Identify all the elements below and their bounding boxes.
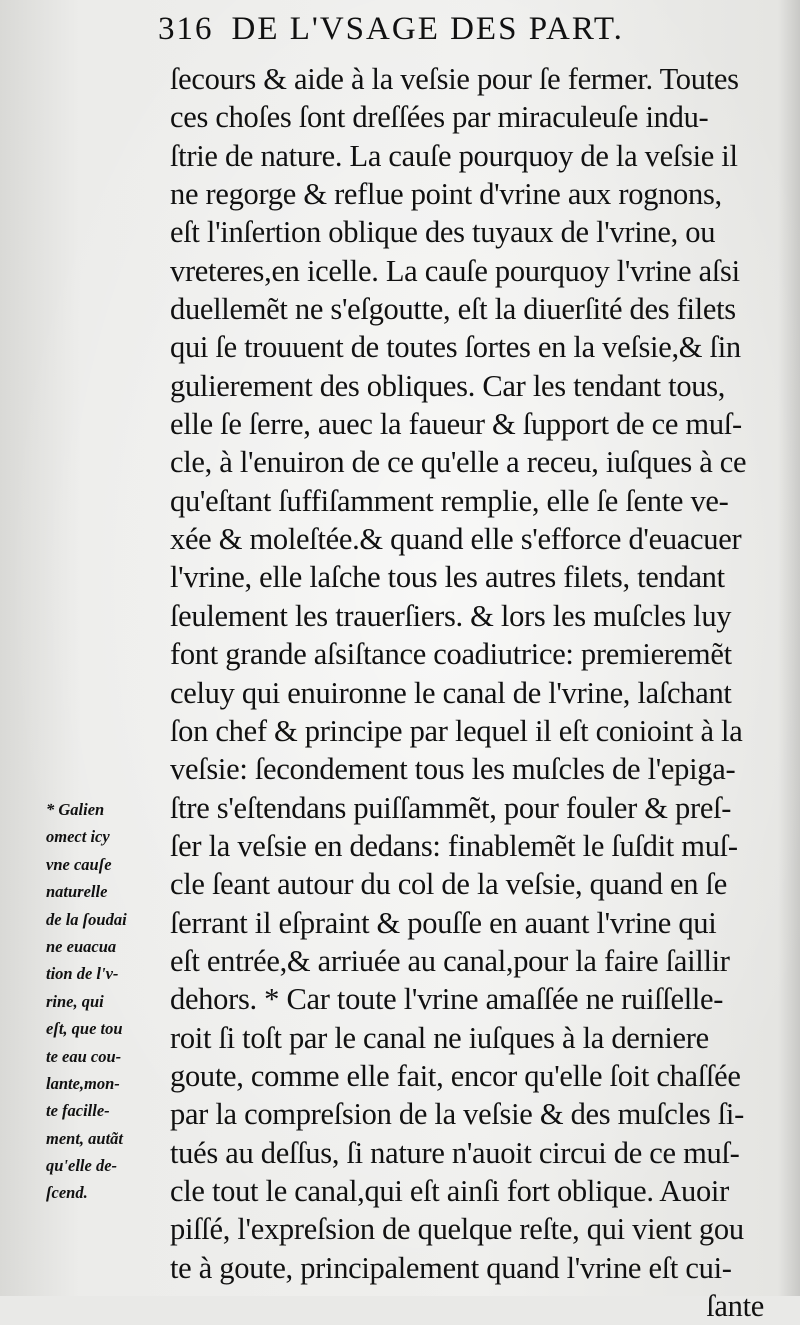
text-line: piſſé, l'expreſsion de quelque reſte, qui vient gou [170, 1212, 744, 1247]
text-line: dehors. * Car toute l'vrine amaſſée ne ruiſſelle- [170, 982, 724, 1017]
text-line: veſsie: ſecondement tous les muſcles de l'epiga- [170, 752, 736, 787]
marginal-note-line: ne euacua [46, 936, 117, 956]
text-line: duellemẽt ne s'eſgoutte, eſt la diuerſité des filets [170, 292, 736, 327]
text-line: ſecours & aide à la veſsie pour ſe fermer. Toutes [170, 62, 739, 96]
text-line: te à goute, principalement quand l'vrine eſt cui- [170, 1250, 732, 1285]
text-line: cle, à l'enuiron de ce qu'elle a receu, iuſques à ce [170, 445, 747, 480]
text-line: goute, comme elle fait, encor qu'elle ſoit chaſſée [170, 1058, 741, 1093]
text-line: ſer la veſsie en dedans: finablemẽt le ſuſdit muſ- [170, 828, 738, 863]
marginal-note-line: ſcend. [46, 1183, 88, 1203]
text-line: vreteres,en icelle. La cauſe pourquoy l'vrine aſsi [170, 253, 740, 288]
text-line: eſt entrée,& arriuée au canal,pour la faire ſaillir [170, 943, 730, 978]
text-line: gulierement des obliques. Car les tendant tous, [170, 368, 726, 403]
marginal-note-line: de la ſoudai [46, 909, 127, 929]
text-line: ſon chef & principe par lequel il eſt conioint à la [170, 713, 743, 748]
text-line: eſt l'inſertion oblique des tuyaux de l'vrine, ou [170, 215, 716, 250]
text-line: par la compreſsion de la veſsie & des muſcles ſi- [170, 1097, 744, 1132]
marginal-note [46, 796, 164, 1207]
text-line: qui ſe trouuent de toutes ſortes en la veſsie,& ſin [170, 330, 741, 365]
text-line: ſerrant il eſpraint & pouſſe en auant l'vrine qui [170, 905, 717, 940]
text-line: ſeulement les trauerſiers. & lors les muſcles luy [170, 598, 732, 633]
text-line: cle ſeant autour du col de la veſsie, quand en ſe [170, 867, 727, 902]
main-text-block [170, 60, 770, 1325]
text-line: l'vrine, elle laſche tous les autres filets, tendant [170, 560, 725, 595]
marginal-note-line: omect icy [46, 827, 110, 847]
text-line: cle tout le canal,qui eſt ainſi fort oblique. Auoir [170, 1173, 729, 1208]
marginal-note-line: eſt, que tou [46, 1019, 123, 1039]
marginal-note-line: * Galien [46, 800, 105, 819]
marginal-note-line: vne cauſe [46, 854, 112, 874]
text-line: tués au deſſus, ſi nature n'auoit circui de ce muſ- [170, 1135, 740, 1170]
text-line: xée & moleſtée.& quand elle s'efforce d'euacuer [170, 522, 742, 557]
text-line: elle ſe ſerre, auec la faueur & ſupport de ce muſ- [170, 407, 742, 442]
marginal-note-line: lante,mon- [46, 1073, 120, 1093]
marginal-note-line: naturelle [46, 882, 108, 902]
text-line: qu'eſtant ſuffiſamment remplie, elle ſe ſente ve- [170, 483, 729, 518]
marginal-note-line: qu'elle de- [46, 1156, 118, 1176]
text-line: roit ſi toſt par le canal ne iuſques à la derniere [170, 1020, 709, 1055]
catchword: ſante [706, 1289, 764, 1323]
marginal-note-line: ment, autãt [46, 1128, 124, 1148]
text-line: ſtre s'eſtendans puiſſammẽt, pour fouler & preſ- [170, 790, 732, 825]
marginal-note-line: tion de l'v- [46, 964, 119, 984]
marginal-note-line: te facille- [46, 1101, 110, 1121]
marginal-note-line: rine, qui [46, 991, 104, 1011]
text-line: font grande aſsiſtance coadiutrice: premieremẽt [170, 637, 732, 672]
running-header [158, 6, 788, 52]
page-number: 316 [158, 11, 214, 47]
text-line: celuy qui enuironne le canal de l'vrine, laſchant [170, 675, 732, 710]
marginal-note-line: te eau cou- [46, 1046, 122, 1066]
page-edge-shadow [778, 0, 800, 1296]
running-title: DE L'VSAGE DES PART. [231, 11, 624, 47]
text-line: ne regorge & reflue point d'vrine aux rognons, [170, 177, 722, 212]
text-line: ſtrie de nature. La cauſe pourquoy de la veſsie il [170, 138, 738, 173]
text-line: ces choſes ſont dreſſées par miraculeuſe indu- [170, 100, 709, 135]
